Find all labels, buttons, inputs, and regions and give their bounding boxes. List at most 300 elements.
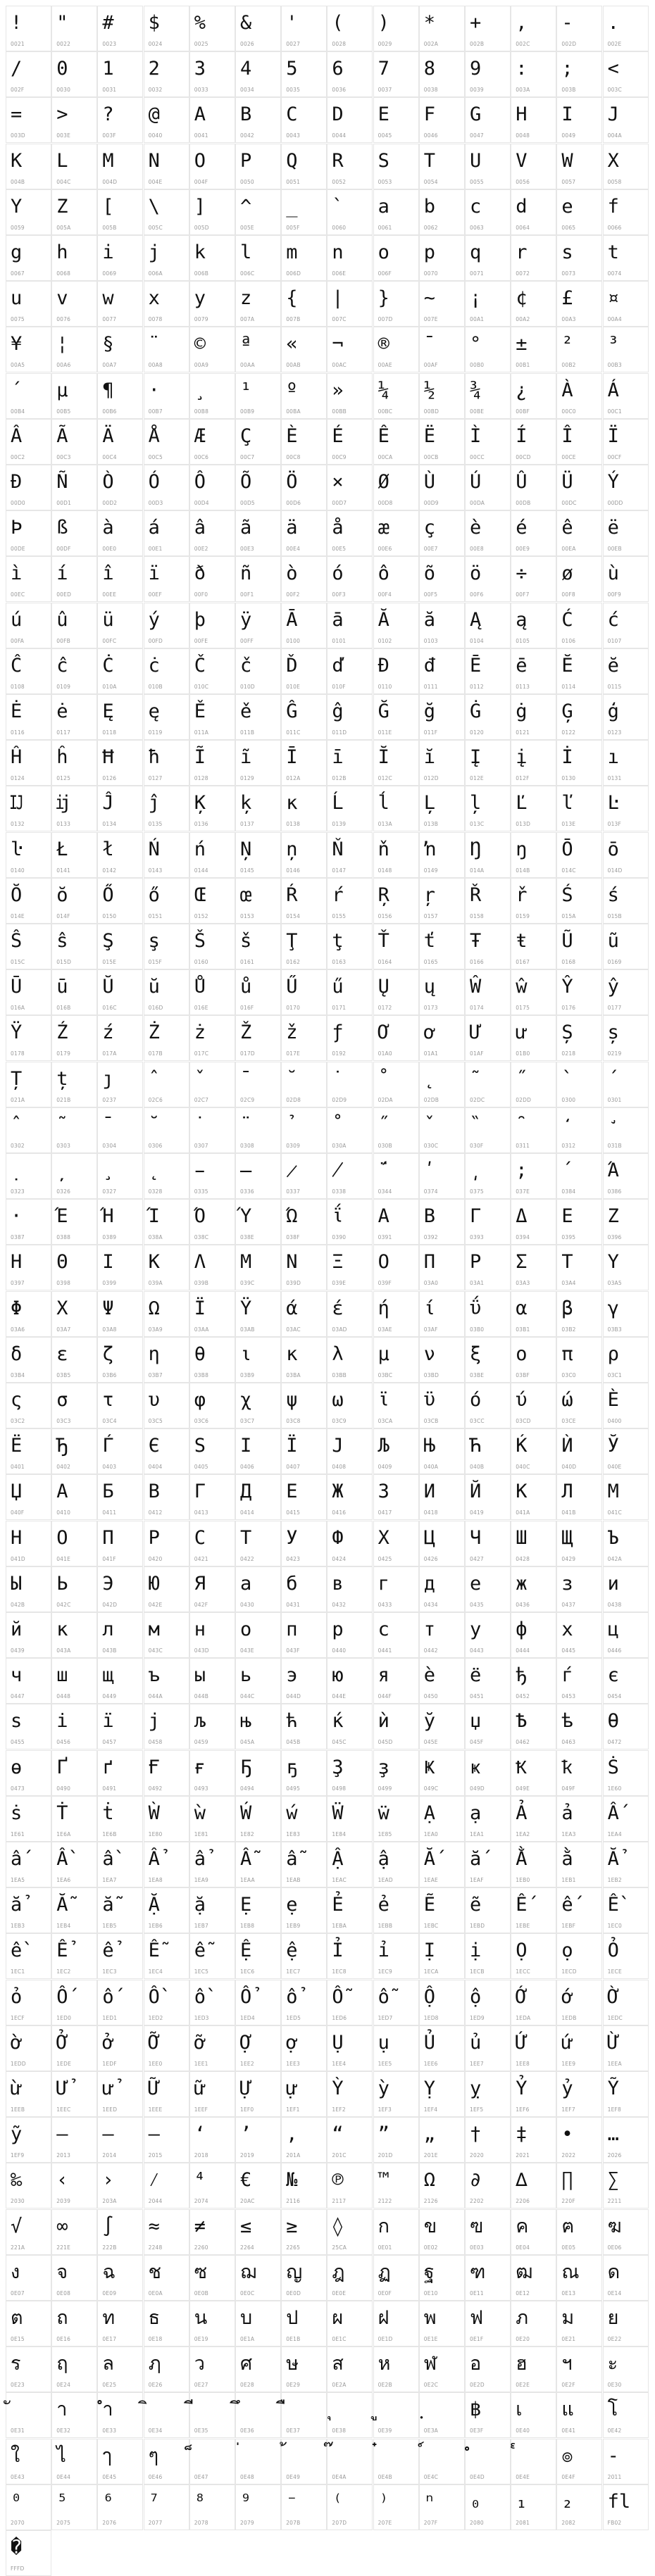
glyph-character: ล <box>102 2353 114 2375</box>
glyph-codepoint: 1EC4 <box>148 1968 163 1975</box>
glyph-character: Λ <box>194 1251 206 1274</box>
glyph-cell <box>6 694 51 740</box>
glyph-codepoint: 00AE <box>378 362 392 369</box>
glyph-character: ợ <box>286 2031 298 2054</box>
glyph-codepoint: 00C3 <box>56 453 71 460</box>
glyph-character: ³ <box>607 333 619 356</box>
glyph-character: Ė <box>11 700 23 722</box>
glyph-character: і <box>56 1710 68 1733</box>
glyph-cell <box>373 510 419 556</box>
glyph-codepoint: 00A6 <box>56 362 71 369</box>
glyph-codepoint: 03CD <box>516 1418 531 1424</box>
glyph-cell <box>235 189 281 235</box>
glyph-character: ⁄ <box>148 2169 160 2192</box>
glyph-cell <box>6 1062 51 1107</box>
glyph-cell <box>97 2209 143 2255</box>
glyph-codepoint: FFFD <box>11 2565 25 2572</box>
glyph-character: ฒ <box>516 2261 533 2283</box>
glyph-character: พ <box>423 2307 437 2329</box>
glyph-codepoint: 0036 <box>332 87 347 94</box>
glyph-cell <box>51 2117 97 2163</box>
glyph-character: ¨ <box>148 333 160 356</box>
glyph-codepoint: 014E <box>11 912 25 919</box>
glyph-codepoint: 0068 <box>56 270 71 277</box>
glyph-cell <box>556 235 602 281</box>
glyph-cell <box>556 419 602 465</box>
glyph-codepoint: 041E <box>56 1555 71 1562</box>
glyph-character: ∏ <box>561 2169 573 2192</box>
glyph-character: û <box>56 608 68 631</box>
glyph-character: Ộ <box>423 1985 436 2008</box>
glyph-cell <box>419 1704 465 1749</box>
glyph-cell <box>603 281 649 327</box>
glyph-cell <box>556 510 602 556</box>
glyph-cell <box>373 1291 419 1337</box>
glyph-character: Ẵ <box>56 1894 68 1916</box>
glyph-character: à <box>102 517 114 539</box>
glyph-character: ể <box>102 1940 114 1962</box>
glyph-cell <box>51 1245 97 1290</box>
glyph-character: χ <box>240 1389 252 1411</box>
glyph-character: ậ <box>378 1848 389 1870</box>
glyph-codepoint: 2074 <box>194 2198 208 2205</box>
glyph-codepoint: 00D3 <box>148 500 163 506</box>
glyph-codepoint: 0E18 <box>148 2336 163 2342</box>
glyph-cell <box>465 1933 511 1979</box>
glyph-cell <box>465 1474 511 1520</box>
glyph-cell <box>51 327 97 372</box>
glyph-codepoint: 006D <box>286 270 301 277</box>
glyph-character: ч <box>11 1664 23 1687</box>
glyph-cell <box>189 1796 235 1842</box>
glyph-codepoint: 0E12 <box>516 2289 530 2297</box>
glyph-codepoint: 03B1 <box>516 1326 530 1333</box>
glyph-codepoint: 010B <box>148 683 163 690</box>
glyph-cell <box>511 1291 556 1337</box>
glyph-cell <box>144 878 189 924</box>
glyph-character: щ <box>102 1664 114 1687</box>
glyph-cell <box>97 1245 143 1290</box>
glyph-cell <box>556 1842 602 1887</box>
glyph-codepoint: 015A <box>561 912 576 919</box>
glyph-character: Ầ <box>56 1848 68 1870</box>
glyph-codepoint: 03A5 <box>607 1280 622 1287</box>
glyph-codepoint: 00E6 <box>378 546 392 553</box>
glyph-cell <box>556 924 602 969</box>
glyph-codepoint: 045D <box>378 1739 393 1746</box>
glyph-character: ฃ <box>470 2215 484 2237</box>
glyph-character: ẻ <box>378 1894 389 1916</box>
glyph-character: Ы <box>11 1572 23 1595</box>
glyph-cell <box>189 1337 235 1383</box>
glyph-codepoint: 0398 <box>56 1280 71 1287</box>
glyph-cell <box>327 1015 373 1061</box>
glyph-character: = <box>11 103 23 126</box>
glyph-character: ť <box>423 930 436 952</box>
glyph-character: Х <box>378 1526 389 1549</box>
glyph-codepoint: 0168 <box>561 959 576 965</box>
glyph-cell <box>419 2484 465 2530</box>
glyph-character: 7 <box>378 58 389 80</box>
glyph-character: Ŭ <box>102 976 114 998</box>
glyph-cell <box>97 1062 143 1107</box>
glyph-character: ต <box>11 2307 23 2329</box>
glyph-cell <box>281 878 327 924</box>
glyph-character: Ì <box>470 425 482 447</box>
glyph-character: Ё <box>11 1435 23 1457</box>
glyph-codepoint: 03AF <box>423 1326 438 1333</box>
glyph-cell <box>603 1153 649 1199</box>
glyph-codepoint: 0302 <box>11 1142 25 1149</box>
glyph-cell <box>419 2163 465 2209</box>
glyph-cell <box>419 1107 465 1153</box>
glyph-codepoint: 038C <box>194 1234 209 1241</box>
glyph-cell <box>6 832 51 878</box>
glyph-cell <box>465 1291 511 1337</box>
glyph-character: Ź <box>56 1022 68 1044</box>
glyph-codepoint: 014A <box>470 867 485 874</box>
glyph-cell <box>189 2255 235 2301</box>
glyph-cell <box>511 465 556 510</box>
glyph-character: ŀ <box>11 838 23 860</box>
glyph-character: Ỡ <box>148 2031 160 2054</box>
glyph-character: Ĕ <box>561 654 573 677</box>
glyph-cell <box>6 1199 51 1245</box>
glyph-codepoint: 004A <box>607 132 622 139</box>
glyph-codepoint: 0050 <box>240 178 254 185</box>
glyph-codepoint: 0131 <box>607 775 622 782</box>
glyph-codepoint: 00B2 <box>561 362 576 369</box>
glyph-character: Ẃ <box>240 1802 252 1824</box>
glyph-cell <box>327 969 373 1015</box>
glyph-character: ใ <box>11 2444 20 2467</box>
glyph-codepoint: 0062 <box>423 224 438 231</box>
glyph-cell <box>97 1658 143 1704</box>
glyph-codepoint: 20AC <box>240 2198 255 2205</box>
glyph-cell <box>419 510 465 556</box>
glyph-codepoint: 0493 <box>194 1785 208 1792</box>
glyph-codepoint: 0E1B <box>286 2336 301 2342</box>
glyph-cell <box>97 1612 143 1658</box>
glyph-cell <box>281 1750 327 1796</box>
glyph-codepoint: 1ED5 <box>286 2014 301 2021</box>
glyph-character: Î <box>561 425 573 447</box>
glyph-cell <box>465 510 511 556</box>
glyph-cell <box>281 1842 327 1887</box>
glyph-cell <box>419 51 465 97</box>
glyph-codepoint: 0045 <box>378 132 392 139</box>
glyph-cell <box>189 189 235 235</box>
glyph-codepoint: 042E <box>148 1601 163 1608</box>
glyph-codepoint: 02C9 <box>240 1096 255 1103</box>
glyph-character: ņ <box>286 838 298 860</box>
glyph-character: r <box>516 241 528 263</box>
glyph-cell <box>373 1199 419 1245</box>
glyph-cell <box>235 281 281 327</box>
glyph-cell <box>281 969 327 1015</box>
glyph-cell <box>97 556 143 602</box>
glyph-cell <box>373 1612 419 1658</box>
glyph-character: Ç <box>240 425 252 447</box>
glyph-cell <box>6 465 51 510</box>
glyph-codepoint: 044C <box>240 1693 255 1700</box>
glyph-character: 4 <box>240 58 252 80</box>
glyph-character: Å <box>148 425 160 447</box>
glyph-character: < <box>607 58 619 80</box>
glyph-codepoint: 0103 <box>423 637 438 644</box>
glyph-character: ∆ <box>516 2169 528 2192</box>
glyph-character: ̛ <box>607 1113 619 1136</box>
glyph-cell <box>281 2163 327 2209</box>
glyph-cell <box>144 1107 189 1153</box>
glyph-cell <box>603 2484 649 2530</box>
glyph-cell <box>189 1750 235 1796</box>
glyph-cell <box>6 6 51 51</box>
glyph-character: ¤ <box>607 287 619 310</box>
glyph-cell <box>556 2439 602 2484</box>
glyph-character: ธ <box>148 2307 161 2329</box>
glyph-character: ⁾ <box>378 2490 389 2513</box>
glyph-character: ẫ <box>286 1848 298 1870</box>
glyph-codepoint: 0440 <box>332 1647 347 1654</box>
glyph-cell <box>373 878 419 924</box>
glyph-cell <box>6 2209 51 2255</box>
glyph-cell <box>419 603 465 648</box>
glyph-character: ช <box>148 2261 161 2283</box>
glyph-character: ș <box>607 1022 619 1044</box>
glyph-character: ơ <box>423 1022 436 1044</box>
glyph-codepoint: 021A <box>11 1096 25 1103</box>
glyph-character: ж <box>516 1572 528 1595</box>
glyph-cell <box>281 1383 327 1428</box>
glyph-cell <box>189 1933 235 1979</box>
glyph-character: ĩ <box>240 746 252 769</box>
glyph-codepoint: 0143 <box>148 867 163 874</box>
glyph-character: Ѕ <box>194 1435 206 1457</box>
glyph-codepoint: 007C <box>332 316 347 323</box>
glyph-codepoint: 0399 <box>102 1280 117 1287</box>
glyph-codepoint: 00BC <box>378 408 393 415</box>
glyph-cell <box>281 373 327 419</box>
glyph-cell <box>373 2163 419 2209</box>
glyph-cell <box>603 1980 649 2025</box>
glyph-character: ş <box>148 930 160 952</box>
glyph-codepoint: 0414 <box>240 1509 254 1516</box>
glyph-codepoint: 0100 <box>286 637 301 644</box>
glyph-codepoint: 042F <box>194 1601 208 1608</box>
glyph-codepoint: 1EB6 <box>148 1923 163 1930</box>
glyph-cell <box>556 1199 602 1245</box>
glyph-character: ő <box>148 884 160 906</box>
glyph-codepoint: 0172 <box>378 1005 392 1012</box>
glyph-cell <box>465 2392 511 2438</box>
glyph-character: d <box>516 195 528 218</box>
glyph-character: Þ <box>11 517 23 539</box>
glyph-codepoint: 00E7 <box>423 546 438 553</box>
glyph-cell <box>465 373 511 419</box>
glyph-cell <box>327 832 373 878</box>
glyph-codepoint: 042C <box>56 1601 71 1608</box>
glyph-character: ® <box>378 333 389 356</box>
glyph-cell <box>465 740 511 786</box>
glyph-cell <box>6 1842 51 1887</box>
glyph-cell <box>327 2392 373 2438</box>
glyph-codepoint: 0E07 <box>11 2289 25 2297</box>
glyph-cell <box>189 1245 235 1290</box>
glyph-cell <box>419 694 465 740</box>
glyph-cell <box>6 2301 51 2346</box>
glyph-codepoint: 00E1 <box>148 546 163 553</box>
glyph-codepoint: 1EEF <box>194 2106 208 2113</box>
glyph-cell <box>6 1521 51 1566</box>
glyph-codepoint: 0139 <box>332 821 347 828</box>
glyph-codepoint: 0051 <box>286 178 301 185</box>
glyph-codepoint: 002F <box>11 87 25 94</box>
glyph-codepoint: 0E4F <box>561 2473 575 2480</box>
glyph-codepoint: 015E <box>102 959 117 965</box>
glyph-cell <box>511 419 556 465</box>
glyph-codepoint: 045C <box>332 1739 347 1746</box>
glyph-character: Ğ <box>378 700 389 722</box>
glyph-cell <box>556 1658 602 1704</box>
glyph-character: a <box>378 195 389 218</box>
glyph-cell <box>419 2117 465 2163</box>
glyph-codepoint: 0169 <box>607 959 622 965</box>
glyph-cell <box>51 1612 97 1658</box>
glyph-codepoint: 013A <box>378 821 392 828</box>
glyph-character: ˙ <box>332 1067 344 1090</box>
glyph-cell <box>6 1383 51 1428</box>
glyph-character: ¥ <box>11 333 23 356</box>
glyph-cell <box>327 1428 373 1474</box>
glyph-character: а <box>240 1572 252 1595</box>
glyph-character: 2 <box>148 58 160 80</box>
glyph-codepoint: 1EBB <box>378 1923 393 1930</box>
glyph-character: † <box>470 2123 482 2146</box>
glyph-codepoint: 2116 <box>286 2198 301 2205</box>
glyph-character: บ <box>240 2307 253 2329</box>
glyph-codepoint: 0146 <box>286 867 301 874</box>
glyph-cell <box>419 2209 465 2255</box>
glyph-codepoint: 1EF4 <box>423 2106 438 2113</box>
glyph-character: ι <box>240 1343 252 1365</box>
glyph-character: ณ <box>561 2261 580 2283</box>
glyph-character: ì <box>11 563 23 585</box>
glyph-cell <box>97 1796 143 1842</box>
glyph-cell <box>373 1428 419 1474</box>
glyph-cell <box>419 2439 465 2484</box>
glyph-codepoint: 0141 <box>56 867 71 874</box>
glyph-cell <box>6 189 51 235</box>
glyph-cell <box>189 1566 235 1612</box>
glyph-cell <box>603 924 649 969</box>
glyph-character: ⁷ <box>148 2490 160 2513</box>
glyph-cell <box>556 648 602 694</box>
glyph-codepoint: 1EF9 <box>11 2152 25 2159</box>
glyph-cell <box>556 2071 602 2117</box>
glyph-cell <box>144 2255 189 2301</box>
glyph-cell <box>556 6 602 51</box>
glyph-character: Ẫ <box>240 1848 252 1870</box>
glyph-cell <box>465 1428 511 1474</box>
glyph-cell <box>97 969 143 1015</box>
glyph-codepoint: 2013 <box>56 2152 71 2159</box>
glyph-character: m <box>286 241 298 263</box>
glyph-codepoint: 0032 <box>148 87 163 94</box>
glyph-character: Έ <box>56 1205 68 1228</box>
glyph-cell <box>97 1933 143 1979</box>
glyph-cell <box>511 556 556 602</box>
glyph-cell <box>603 2025 649 2071</box>
glyph-cell <box>603 2346 649 2392</box>
glyph-codepoint: 03A1 <box>470 1280 485 1287</box>
glyph-character: ķ <box>240 792 252 815</box>
glyph-codepoint: 016B <box>56 1005 71 1012</box>
glyph-codepoint: 01A1 <box>423 1050 439 1057</box>
glyph-cell <box>144 281 189 327</box>
glyph-cell <box>603 51 649 97</box>
glyph-codepoint: 00B0 <box>470 362 485 369</box>
glyph-cell <box>603 1842 649 1887</box>
glyph-character: Ҙ <box>332 1756 344 1778</box>
glyph-cell <box>97 648 143 694</box>
glyph-codepoint: 1EE0 <box>148 2060 163 2067</box>
glyph-codepoint: 201E <box>423 2152 438 2159</box>
glyph-cell <box>603 648 649 694</box>
glyph-codepoint: 0494 <box>240 1785 254 1792</box>
glyph-codepoint: 021B <box>56 1096 71 1103</box>
glyph-cell <box>6 1107 51 1153</box>
glyph-codepoint: 014D <box>607 867 623 874</box>
glyph-character: т <box>423 1619 436 1640</box>
glyph-cell <box>6 2117 51 2163</box>
glyph-codepoint: 002D <box>561 41 577 47</box>
glyph-cell <box>465 2025 511 2071</box>
glyph-codepoint: 0344 <box>378 1188 392 1195</box>
glyph-cell <box>419 832 465 878</box>
glyph-codepoint: 0436 <box>516 1601 530 1608</box>
glyph-character: Ĝ <box>286 700 298 722</box>
glyph-codepoint: 041B <box>561 1509 576 1516</box>
glyph-codepoint: 0423 <box>286 1555 301 1562</box>
glyph-codepoint: 0416 <box>332 1509 347 1516</box>
glyph-character: ỷ <box>561 2078 573 2099</box>
glyph-character: ρ <box>607 1343 619 1365</box>
glyph-codepoint: 00CD <box>516 453 531 460</box>
glyph-character: ń <box>194 838 206 860</box>
glyph-cell <box>465 51 511 97</box>
glyph-cell <box>556 1245 602 1290</box>
glyph-cell <box>603 1750 649 1796</box>
glyph-codepoint: 0E03 <box>470 2244 484 2251</box>
glyph-character: Ģ <box>561 700 573 722</box>
glyph-character: ű <box>332 976 344 998</box>
glyph-codepoint: 0451 <box>470 1693 484 1700</box>
glyph-character: ë <box>607 517 619 539</box>
glyph-codepoint: 00E5 <box>332 546 347 553</box>
glyph-character: ѣ <box>561 1710 573 1733</box>
glyph-cell <box>465 281 511 327</box>
glyph-codepoint: 049C <box>423 1785 439 1792</box>
glyph-codepoint: 0144 <box>194 867 208 874</box>
glyph-cell <box>327 2071 373 2117</box>
glyph-cell <box>144 1658 189 1704</box>
glyph-cell <box>419 969 465 1015</box>
glyph-cell <box>281 603 327 648</box>
glyph-cell <box>556 2025 602 2071</box>
glyph-cell <box>465 924 511 969</box>
glyph-cell <box>603 694 649 740</box>
